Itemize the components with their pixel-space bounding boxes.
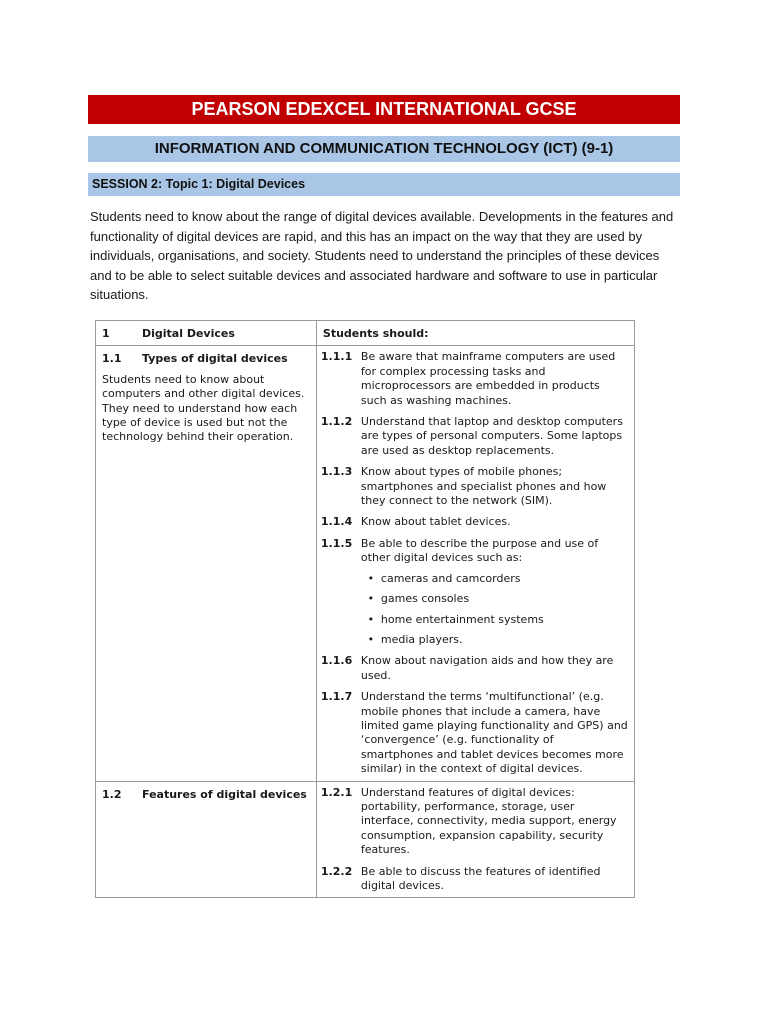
subject-title: INFORMATION AND COMMUNICATION TECHNOLOGY (ICT) (9-1)	[88, 136, 680, 162]
session-heading: SESSION 2: Topic 1: Digital Devices	[88, 173, 680, 196]
list-item-text: home entertainment systems	[380, 612, 544, 626]
section-number: 1.1	[102, 352, 122, 366]
topic-number: 1	[102, 327, 110, 340]
criterion-number: 1.1.4	[320, 515, 353, 529]
criterion-text: Know about tablet devices.	[360, 515, 511, 529]
criterion-number: 1.1.1	[320, 350, 353, 364]
criteria-cell	[316, 781, 634, 898]
criterion-text: Be aware that mainframe computers are used for complex processing tasks and microprocessors are embedded in products such as washing machines.	[360, 350, 616, 407]
table-header-row	[96, 321, 635, 346]
bullet-icon: •	[367, 612, 375, 626]
section-title: Types of digital devices	[142, 352, 288, 366]
list-item	[361, 613, 628, 627]
criterion-number: 1.1.7	[320, 690, 353, 704]
section-cell	[96, 781, 317, 898]
topic-title: Digital Devices	[142, 327, 235, 340]
criteria-cell	[316, 346, 634, 781]
section-title: Features of digital devices	[142, 787, 307, 801]
criterion-text: Be able to discuss the features of identified digital devices.	[360, 864, 601, 892]
criterion-text: Know about types of mobile phones; smartphones and specialist phones and how they connect to the network (SIM).	[360, 465, 607, 508]
table-row	[96, 346, 635, 781]
table-row	[96, 781, 635, 898]
bullet-icon: •	[367, 571, 375, 585]
criterion-number: 1.2.2	[320, 864, 353, 878]
criterion-text: Be able to describe the purpose and use of other digital devices such as:	[360, 536, 599, 565]
criterion	[321, 465, 628, 508]
section-cell	[96, 346, 317, 781]
criterion-text: Know about navigation aids and how they are used.	[360, 654, 614, 682]
criterion-number: 1.1.5	[320, 536, 353, 550]
criterion	[321, 654, 628, 683]
list-item	[361, 572, 628, 586]
bullet-list	[361, 572, 628, 648]
bullet-icon: •	[367, 632, 375, 646]
criterion	[321, 515, 628, 529]
header-topic-cell	[96, 321, 317, 346]
section-number: 1.2	[102, 787, 122, 801]
criterion-number: 1.1.6	[320, 654, 353, 668]
criterion	[321, 690, 628, 776]
list-item	[361, 592, 628, 606]
list-item-text: games consoles	[380, 592, 470, 606]
criterion-number: 1.1.3	[320, 465, 353, 479]
qualification-title: PEARSON EDEXCEL INTERNATIONAL GCSE	[88, 95, 680, 124]
intro-paragraph: Students need to know about the range of digital devices available. Developments in the features and functionality of digital devices are rapid, and this has an impact on the way that they are used by individuals, organisations, and society. Students need to understand the principles of these devices and to be able to select suitable devices and associated hardware and software to use in particular situations.	[90, 209, 674, 302]
header-students-should-cell: Students should:	[316, 321, 634, 346]
list-item-text: media players.	[380, 632, 463, 646]
criterion-text: Understand the terms ‘multifunctional’ (e.g. mobile phones that include a camera, have limited game playing functionality and GPS) and ‘convergence’ (e.g. functionality of smartphones and tablet devices becomes more similar) in the context of digital devices.	[360, 690, 628, 776]
criterion	[321, 350, 628, 408]
list-item-text: cameras and camcorders	[380, 571, 521, 585]
criterion-number: 1.1.2	[320, 415, 353, 429]
specification-table	[95, 320, 635, 898]
criterion-number: 1.2.1	[320, 785, 353, 799]
bullet-icon: •	[367, 592, 375, 606]
criterion-text: Understand that laptop and desktop computers are types of personal computers. Some laptops are used as desktop replacements.	[360, 415, 623, 457]
criterion	[321, 415, 628, 458]
criterion-text: Understand features of digital devices: portability, performance, storage, user interface, connectivity, media support, energy consumption, expansion capability, security features.	[360, 785, 617, 857]
criterion	[321, 865, 628, 894]
criterion	[321, 786, 628, 858]
section-description: Students need to know about computers and other digital devices. They need to understand how each type of device is used but not the technology behind their operation.	[102, 372, 305, 444]
criterion	[321, 537, 628, 647]
list-item	[361, 633, 628, 647]
